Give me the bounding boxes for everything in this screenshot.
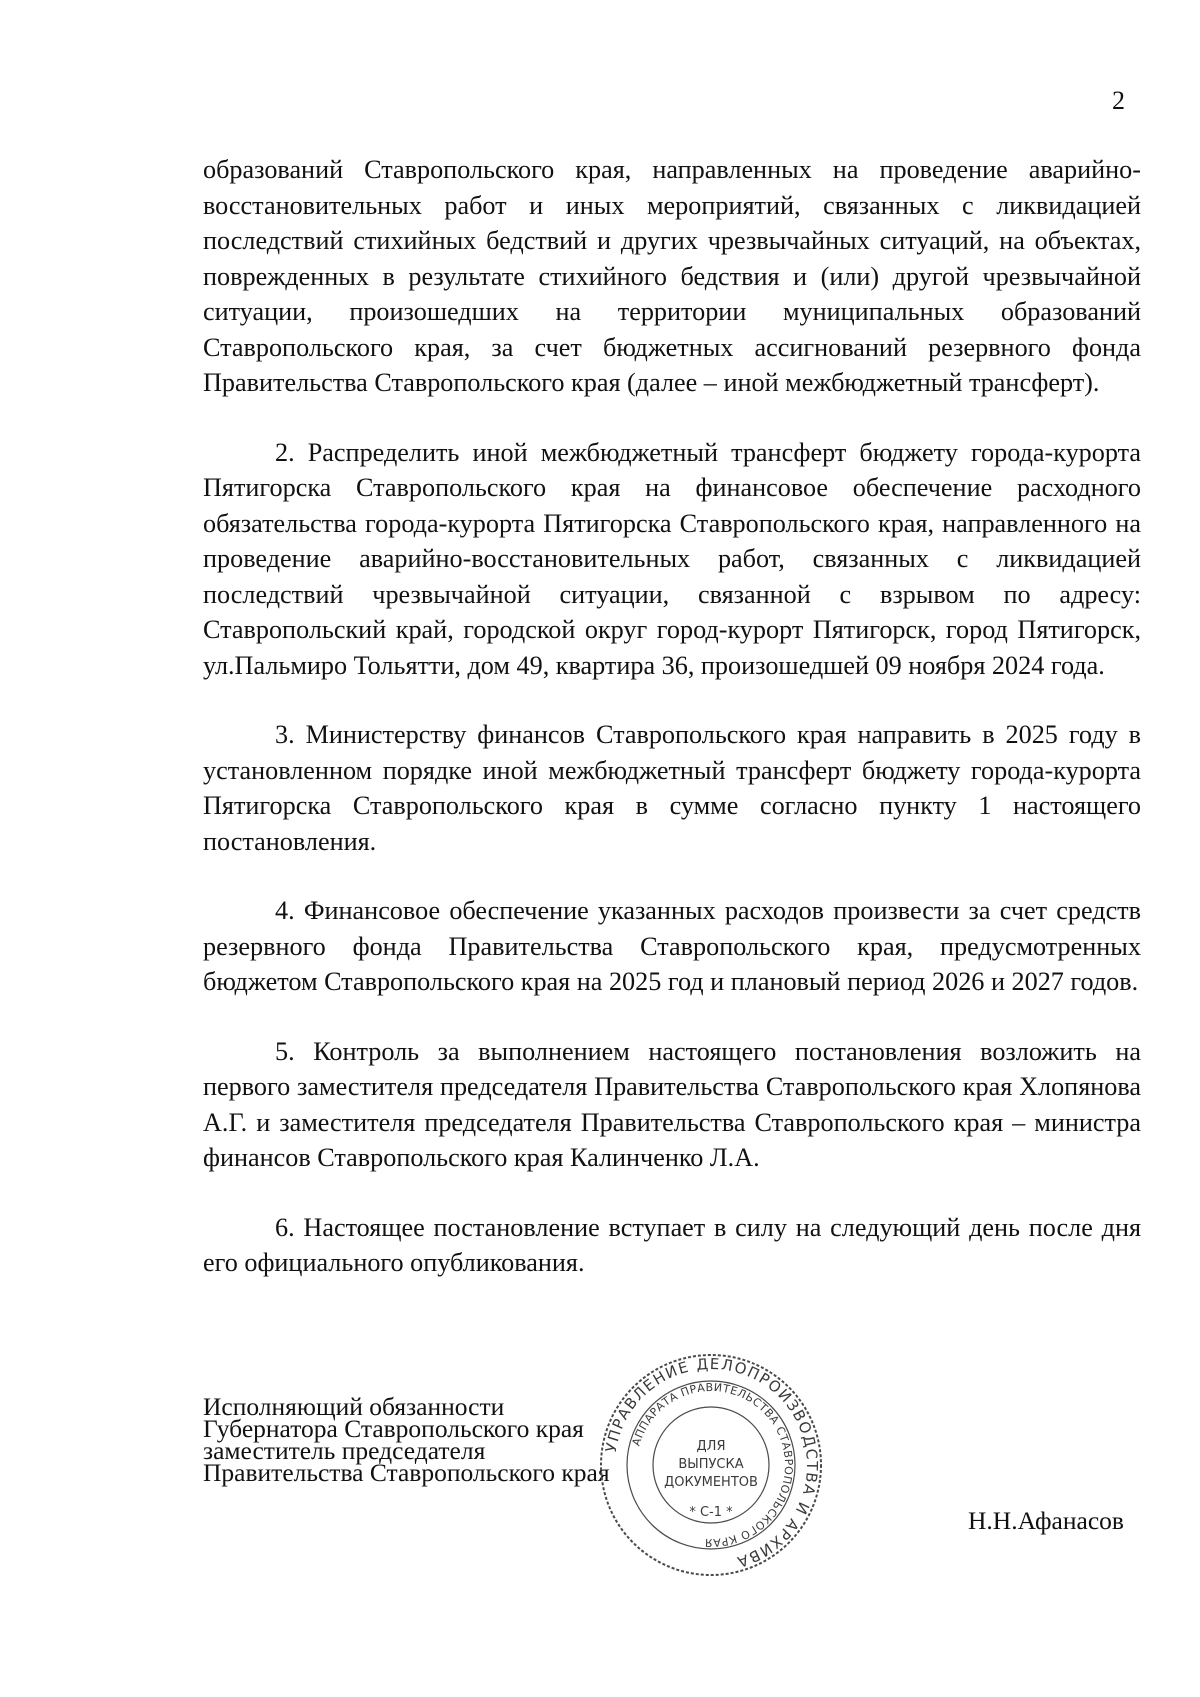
stamp-center-line-3: ДОКУМЕНТОВ xyxy=(664,1475,758,1490)
paragraph-3: 3. Министерству финансов Ставропольского края направить в 2025 году в установленном порядке иной межбюджетный трансферт бюджету города-курорта Пятигорска Ставропольского края в сумме согласно пункту 1 настоящего постановления. xyxy=(203,720,1141,856)
page-number: 2 xyxy=(1112,86,1125,115)
stamp-seal xyxy=(596,1350,826,1580)
stamp-center-line-1: ДЛЯ xyxy=(696,1439,726,1454)
signatory-name: Н.Н.Афанасов xyxy=(968,1506,1124,1535)
signature-title-line-4: Правительства Ставропольского края xyxy=(203,1458,610,1487)
document-body xyxy=(203,152,1141,1315)
stamp-outer-text: УПРАВЛЕНИЕ ДЕЛОПРОИЗВОДСТВА И АРХИВА xyxy=(601,1354,822,1572)
official-stamp xyxy=(596,1350,826,1580)
signature-title-line-1: Исполняющий обязанности xyxy=(203,1392,505,1421)
paragraph-4: 4. Финансовое обеспечение указанных расходов произвести за счет средств резервного фонда Правительства Ставропольского края, предусмотренных бюджетом Ставропольского края на 2025 год и плановый период 2026 и 2027 годов. xyxy=(203,896,1141,996)
stamp-center-line-2: ВЫПУСКА xyxy=(678,1457,744,1472)
paragraph-5: 5. Контроль за выполнением настоящего постановления возложить на первого заместителя председателя Правительства Ставропольского края Хлопянова А.Г. и заместителя председателя Правительства Ставропольского края – министра финансов Ставропольского края Калинченко Л.А. xyxy=(203,1036,1141,1172)
paragraph-continuation: образований Ставропольского края, направленных на проведение аварийно-восстановительных работ и иных мероприятий, связанных с ликвидацией последствий стихийных бедствий и других чрезвычайных ситуаций, на объектах, поврежденных в результате стихийного бедствия и (или) другой чрезвычайной ситуации, произошедших на территории муниципальных образований Ставропольского края, за счет бюджетных ассигнований резервного фонда Правительства Ставропольского края (далее – иной межбюджетный трансферт). xyxy=(203,155,1141,397)
paragraph-6: 6. Настоящее постановление вступает в силу на следующий день после дня его официального опубликования. xyxy=(203,1212,1141,1277)
stamp-inner-text: АППАРАТА ПРАВИТЕЛЬСТВА СТАВРОПОЛЬСКОГО КРАЯ xyxy=(629,1380,796,1550)
signature-title-line-3: заместитель председателя xyxy=(203,1436,486,1465)
signature-title-line-2: Губернатора Ставропольского края xyxy=(203,1414,584,1443)
stamp-number: * С-1 * xyxy=(689,1505,733,1520)
paragraph-2: 2. Распределить иной межбюджетный трансферт бюджету города-курорта Пятигорска Ставропольского края на финансовое обеспечение расходного обязательства города-курорта Пятигорска Ставропольского края, направленного на проведение аварийно-восстановительных работ, связанных с ликвидацией последствий чрезвычайной ситуации, связанной с взрывом по адресу: Ставропольский край, городской округ город-курорт Пятигорск, город Пятигорск, ул.Пальмиро Тольятти, дом 49, квартира 36, произошедшей 09 ноября 2024 года. xyxy=(203,437,1141,680)
